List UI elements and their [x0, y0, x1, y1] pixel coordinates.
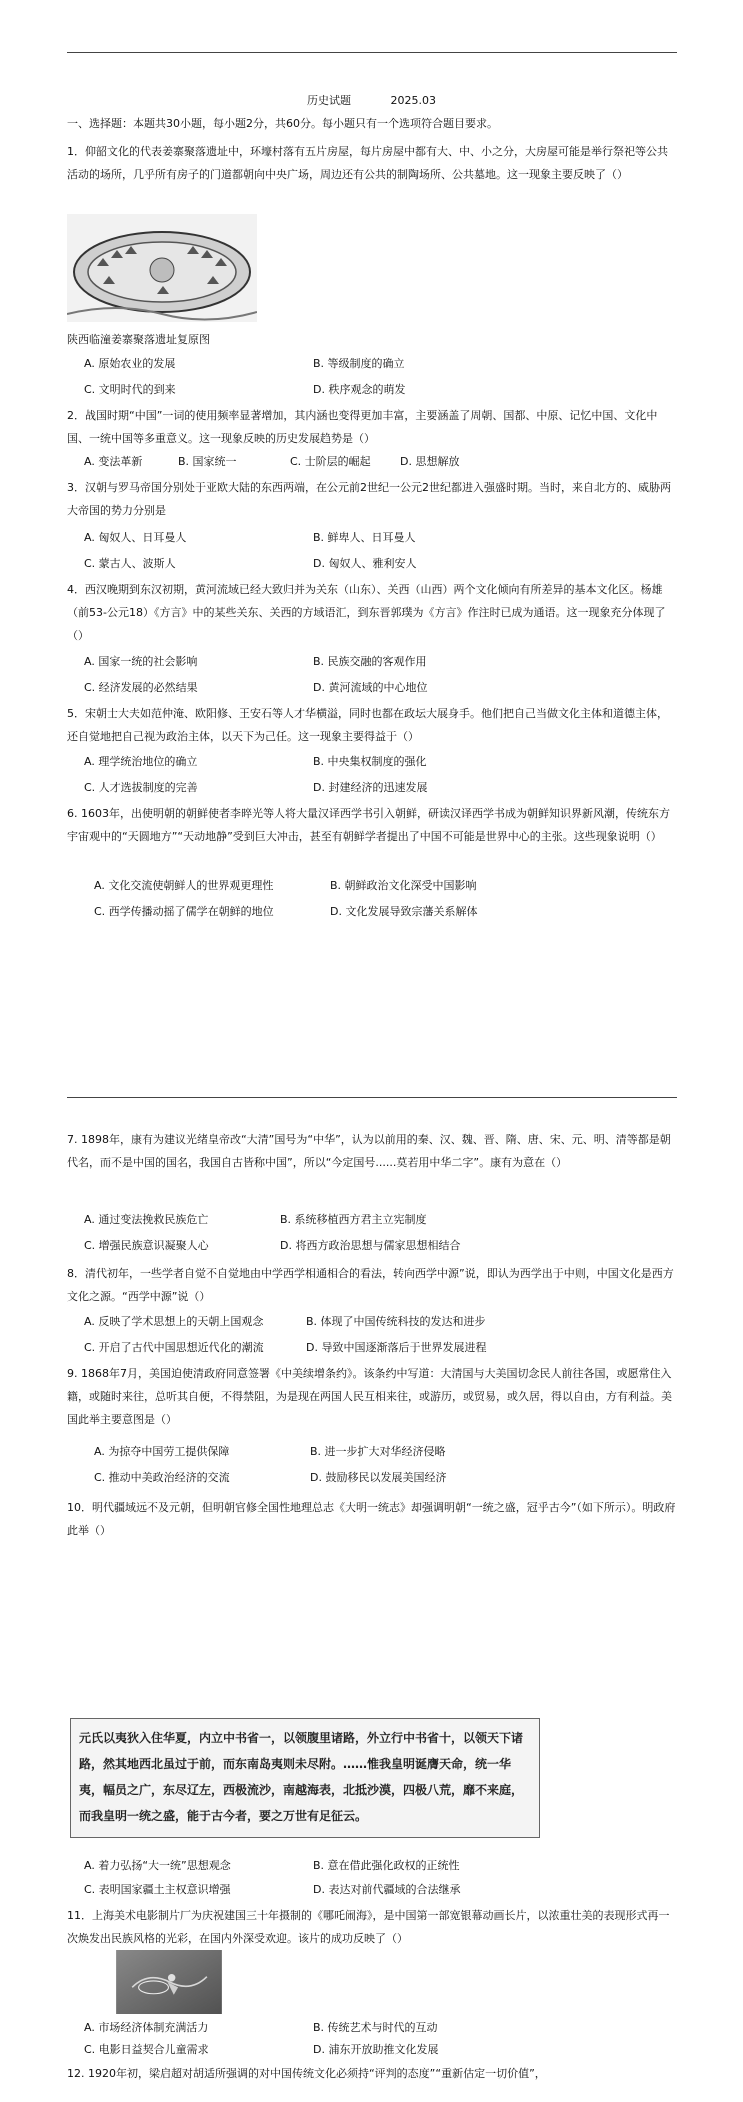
- q4-option-a[interactable]: A. 国家一统的社会影响: [84, 655, 198, 668]
- q1-option-b[interactable]: B. 等级制度的确立: [313, 357, 405, 370]
- quote-text: 元氏以夷狄入住华夏，内立中书省一，以领腹里诸路，外立行中书省十，以领天下诸路，然其地西北虽过于前，而东南岛夷则未尽附。……惟我皇明诞膺天命，统一华夷，幅员之广，东尽辽左，西极流沙，南越海表，北抵沙漠，四极八荒，靡不来庭，而我皇明一统之盛，能于古今者，要之万世有足征云。: [79, 1731, 524, 1823]
- question-11-stem: 11．上海美术电影制片厂为庆祝建国三十年摄制的《哪吒闹海》，是中国第一部宽银幕动画长片，以浓重壮美的表现形式再一次焕发出民族风格的光彩，在国内外深受欢迎。该片的成功反映了（）: [67, 1909, 670, 1945]
- q2-option-b[interactable]: B. 国家统一: [178, 455, 237, 468]
- q7-option-c[interactable]: C. 增强民族意识凝聚人心: [84, 1239, 209, 1252]
- question-8-stem: 8．清代初年，一些学者自觉不自觉地由中学西学相通相合的看法，转向西学中源”说，即认为西学出于中则，中国文化是西方文化之源。“西学中源”说（）: [67, 1267, 674, 1303]
- figure-caption: 陕西临潼姜寨聚落遗址复原图: [67, 333, 210, 346]
- q8-option-b[interactable]: B. 体现了中国传统科技的发达和进步: [306, 1315, 486, 1328]
- q1-option-c[interactable]: C. 文明时代的到来: [84, 383, 176, 396]
- q10-option-c[interactable]: C. 表明国家疆土主权意识增强: [84, 1883, 231, 1896]
- q3-option-b[interactable]: B. 鲜卑人、日耳曼人: [313, 531, 416, 544]
- q3-option-c[interactable]: C. 蒙古人、波斯人: [84, 557, 176, 570]
- page-break-rule: [67, 1097, 677, 1098]
- q9-option-b[interactable]: B. 进一步扩大对华经济侵略: [310, 1445, 446, 1458]
- q11-option-a[interactable]: A. 市场经济体制充满活力: [84, 2021, 209, 2034]
- q11-option-b[interactable]: B. 传统艺术与时代的互动: [313, 2021, 438, 2034]
- q6-option-b[interactable]: B. 朝鲜政治文化深受中国影响: [330, 879, 477, 892]
- q9-option-a[interactable]: A. 为掠夺中国劳工提供保障: [94, 1445, 230, 1458]
- question-2-stem: 2．战国时期“中国”一词的使用频率显著增加，其内涵也变得更加丰富，主要涵盖了周朝、国都、中原、记忆中国、文化中国、一统中国等多重意义。这一现象反映的历史发展趋势是（）: [67, 409, 658, 445]
- q5-option-d[interactable]: D. 封建经济的迅速发展: [313, 781, 428, 794]
- question-12-stem: 12. 1920年初，梁启超对胡适所强调的对中国传统文化必须持“评判的态度”“重新估定一切价值”，: [67, 2067, 546, 2080]
- q7-option-a[interactable]: A. 通过变法挽救民族危亡: [84, 1213, 209, 1226]
- question-3-stem: 3．汉朝与罗马帝国分别处于亚欧大陆的东西两端，在公元前2世纪一公元2世纪都进入强盛时期。当时，来自北方的、威胁两大帝国的势力分别是: [67, 481, 671, 517]
- q9-option-d[interactable]: D. 鼓励移民以发展美国经济: [310, 1471, 447, 1484]
- q11-option-c[interactable]: C. 电影日益契合儿童需求: [84, 2043, 209, 2056]
- exam-title: [0, 92, 743, 108]
- q1-option-d[interactable]: D. 秩序观念的萌发: [313, 383, 406, 396]
- q10-option-b[interactable]: B. 意在借此强化政权的正统性: [313, 1859, 460, 1872]
- question-1-stem: 1．仰韶文化的代表姜寨聚落遗址中，环壕村落有五片房屋，每片房屋中都有大、中、小之分，大房屋可能是举行祭祀等公共活动的场所，几乎所有房子的门道都朝向中央广场，周边还有公共的制陶场所、公共墓地。这一现象主要反映了（）: [67, 145, 668, 181]
- q2-option-d[interactable]: D. 思想解放: [400, 455, 460, 468]
- q1-option-a[interactable]: A. 原始农业的发展: [84, 357, 176, 370]
- quote-box: [70, 1718, 540, 1838]
- settlement-ruins-image: [67, 214, 257, 322]
- subject-title: 历史试题: [307, 94, 351, 107]
- question-4-stem: 4．西汉晚期到东汉初期，黄河流域已经大致归并为关东（山东）、关西（山西）两个文化倾向有所差异的基本文化区。杨雄（前53-公元18）《方言》中的某些关东、关西的方域语汇，到东晋郭璞为《方言》作注时已成为通语。这一现象充分体现了（）: [67, 583, 666, 642]
- q5-option-b[interactable]: B. 中央集权制度的强化: [313, 755, 427, 768]
- q3-option-a[interactable]: A. 匈奴人、日耳曼人: [84, 531, 187, 544]
- q4-option-c[interactable]: C. 经济发展的必然结果: [84, 681, 198, 694]
- film-still-image: [70, 1950, 268, 2014]
- q5-option-a[interactable]: A. 理学统治地位的确立: [84, 755, 198, 768]
- question-9-stem: 9. 1868年7月，美国迫使清政府同意签署《中美续增条约》。该条约中写道：大清国与大美国切念民人前往各国，或愿常住入籍，或随时来往，总听其自便，不得禁阻，为是现在两国人民互相来往，或游历，或贸易，或久居，得以自由，方有利益。美国此举主要意图是（）: [67, 1367, 672, 1426]
- question-10-stem: 10．明代疆域远不及元朝，但明朝官修全国性地理总志《大明一统志》却强调明朝“一统之盛，冠乎古今”（如下所示）。明政府此举（）: [67, 1501, 676, 1537]
- q4-option-d[interactable]: D. 黄河流域的中心地位: [313, 681, 428, 694]
- question-5-stem: 5．宋朝士大夫如范仲淹、欧阳修、王安石等人才华横溢，同时也都在政坛大展身手。他们把自己当做文化主体和道德主体，还自觉地把自己视为政治主体，以天下为己任。这一现象主要得益于（）: [67, 707, 668, 743]
- q2-option-a[interactable]: A. 变法革新: [84, 455, 143, 468]
- q6-option-a[interactable]: A. 文化交流使朝鲜人的世界观更理性: [94, 879, 274, 892]
- question-7-stem: 7. 1898年，康有为建议光绪皇帝改“大清”国号为“中华”，认为以前用的秦、汉、魏、晋、隋、唐、宋、元、明、清等都是朝代名，而不是中国的国名，我国自古皆称中国”，所以“今定国号......莫若用中华二字”。康有为意在（）: [67, 1133, 671, 1169]
- top-rule: [67, 52, 677, 53]
- q11-option-d[interactable]: D. 浦东开放助推文化发展: [313, 2043, 439, 2056]
- q5-option-c[interactable]: C. 人才选拔制度的完善: [84, 781, 198, 794]
- q6-option-c[interactable]: C. 西学传播动摇了儒学在朝鲜的地位: [94, 905, 274, 918]
- q8-option-d[interactable]: D. 导致中国逐渐落后于世界发展进程: [306, 1341, 487, 1354]
- q7-option-d[interactable]: D. 将西方政治思想与儒家思想相结合: [280, 1239, 461, 1252]
- q4-option-b[interactable]: B. 民族交融的客观作用: [313, 655, 427, 668]
- q9-option-c[interactable]: C. 推动中美政治经济的交流: [94, 1471, 230, 1484]
- exam-date: 2025.03: [390, 94, 436, 107]
- question-6-stem: 6. 1603年，出使明朝的朝鲜使者李晬光等人将大量汉译西学书引入朝鲜，研读汉译西学书成为朝鲜知识界新风潮，传统东方宇宙观中的“天圆地方”“天动地静”受到巨大冲击，甚至有朝鲜学者提出了中国不可能是世界中心的主张。这些现象说明（）: [67, 807, 670, 843]
- q7-option-b[interactable]: B. 系统移植西方君主立宪制度: [280, 1213, 427, 1226]
- q10-option-a[interactable]: A. 着力弘扬“大一统”思想观念: [84, 1859, 231, 1872]
- q2-option-c[interactable]: C. 士阶层的崛起: [290, 455, 371, 468]
- q8-option-a[interactable]: A. 反映了学术思想上的天朝上国观念: [84, 1315, 264, 1328]
- q10-option-d[interactable]: D. 表达对前代疆域的合法继承: [313, 1883, 461, 1896]
- section-heading: 一、选择题：本题共30小题，每小题2分，共60分。每小题只有一个选项符合题目要求。: [67, 117, 498, 130]
- q8-option-c[interactable]: C. 开启了古代中国思想近代化的潮流: [84, 1341, 264, 1354]
- q3-option-d[interactable]: D. 匈奴人、雅利安人: [313, 557, 417, 570]
- q6-option-d[interactable]: D. 文化发展导致宗藩关系解体: [330, 905, 478, 918]
